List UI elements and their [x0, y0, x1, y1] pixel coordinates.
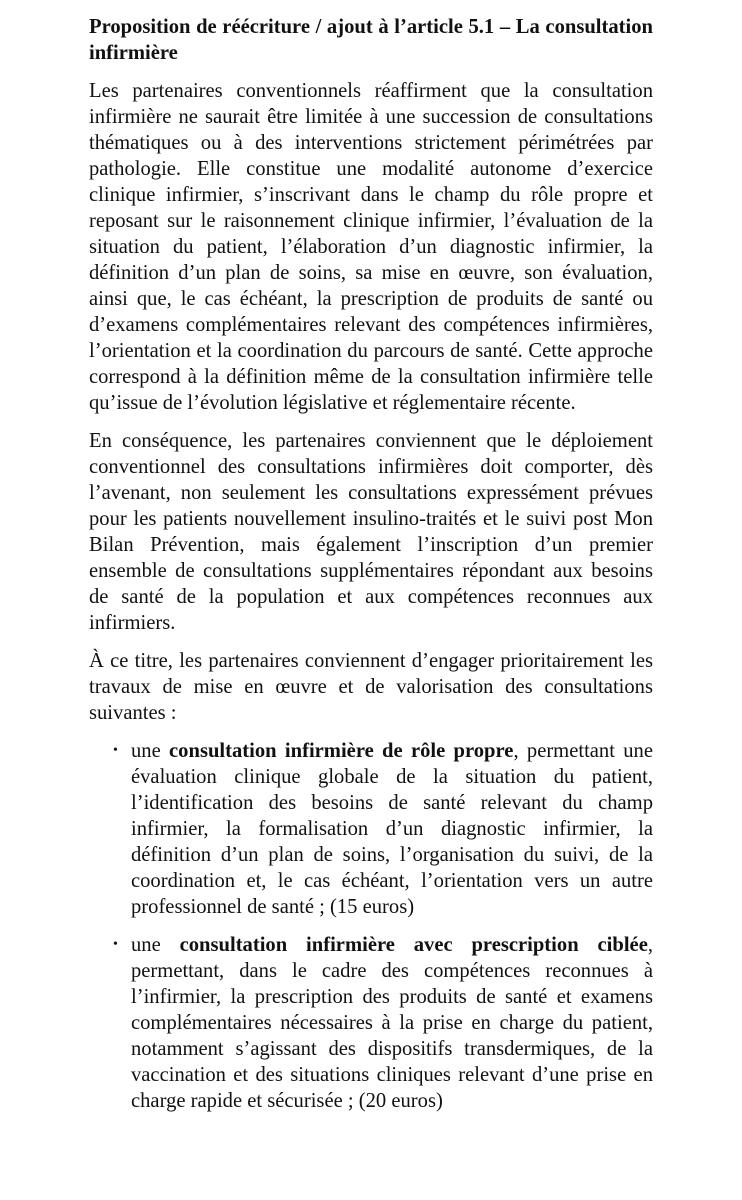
paragraph-priorities: À ce titre, les partenaires conviennent d’engager prioritairement les travaux de mise en œuvre et de valorisation des consultations suivantes :: [89, 650, 653, 724]
list-item-prefix: une: [131, 934, 180, 956]
bullet-icon: •: [113, 743, 118, 758]
paragraph-consequence: En conséquence, les partenaires conviennent que le déploiement conventionnel des consultations infirmières doit comporter, dès l’avenant, non seulement les consultations expressément prévues pour les patients nouvellement insulino-traités et le suivi post Mon Bilan Prévention, mais également l’inscription d’un premier ensemble de consultations supplémentaires répondant aux besoins de santé de la population et aux compétences reconnues aux infirmiers.: [89, 430, 653, 634]
list-item-bold-term: consultation infirmière avec prescription ciblée: [179, 934, 648, 956]
list-item: [89, 932, 653, 1114]
consultation-list: [89, 738, 653, 1114]
list-item-text: , permettant, dans le cadre des compétences reconnues à l’infirmier, la prescription des produits de santé et examens complémentaires nécessaires à la prise en charge du patient, notamment s’agissant des dispositifs transdermiques, de la vaccination et des situations cliniques relevant d’une prise en charge rapide et sécurisée ; (20 euros): [131, 934, 653, 1112]
article-heading: Proposition de réécriture / ajout à l’article 5.1 – La consultation infirmière: [89, 16, 653, 64]
list-item: [89, 738, 653, 920]
bullet-icon: •: [113, 937, 118, 952]
list-item-prefix: une: [131, 740, 170, 762]
paragraph-intro: Les partenaires conventionnels réaffirment que la consultation infirmière ne saurait être limitée à une succession de consultations thématiques ou à des interventions strictement périmétrées par pathologie. Elle constitue une modalité autonome d’exercice clinique infirmier, s’inscrivant dans le champ du rôle propre et reposant sur le raisonnement clinique infirmier, l’évaluation de la situation du patient, l’élaboration d’un diagnostic infirmier, la définition d’un plan de soins, sa mise en œuvre, son évaluation, ainsi que, le cas échéant, la prescription de produits de santé ou d’examens complémentaires relevant des compétences infirmières, l’orientation et la coordination du parcours de santé. Cette approche correspond à la définition même de la consultation infirmière telle qu’issue de l’évolution législative et réglementaire récente.: [89, 80, 653, 414]
list-item-bold-term: consultation infirmière de rôle propre: [169, 740, 514, 762]
list-item-text: , permettant une évaluation clinique globale de la situation du patient, l’identification des besoins de santé relevant du champ infirmier, la formalisation d’un diagnostic infirmier, la définition d’un plan de soins, l’organisation du suivi, de la coordination et, le cas échéant, l’orientation vers un autre professionnel de santé ; (15 euros): [131, 740, 653, 918]
